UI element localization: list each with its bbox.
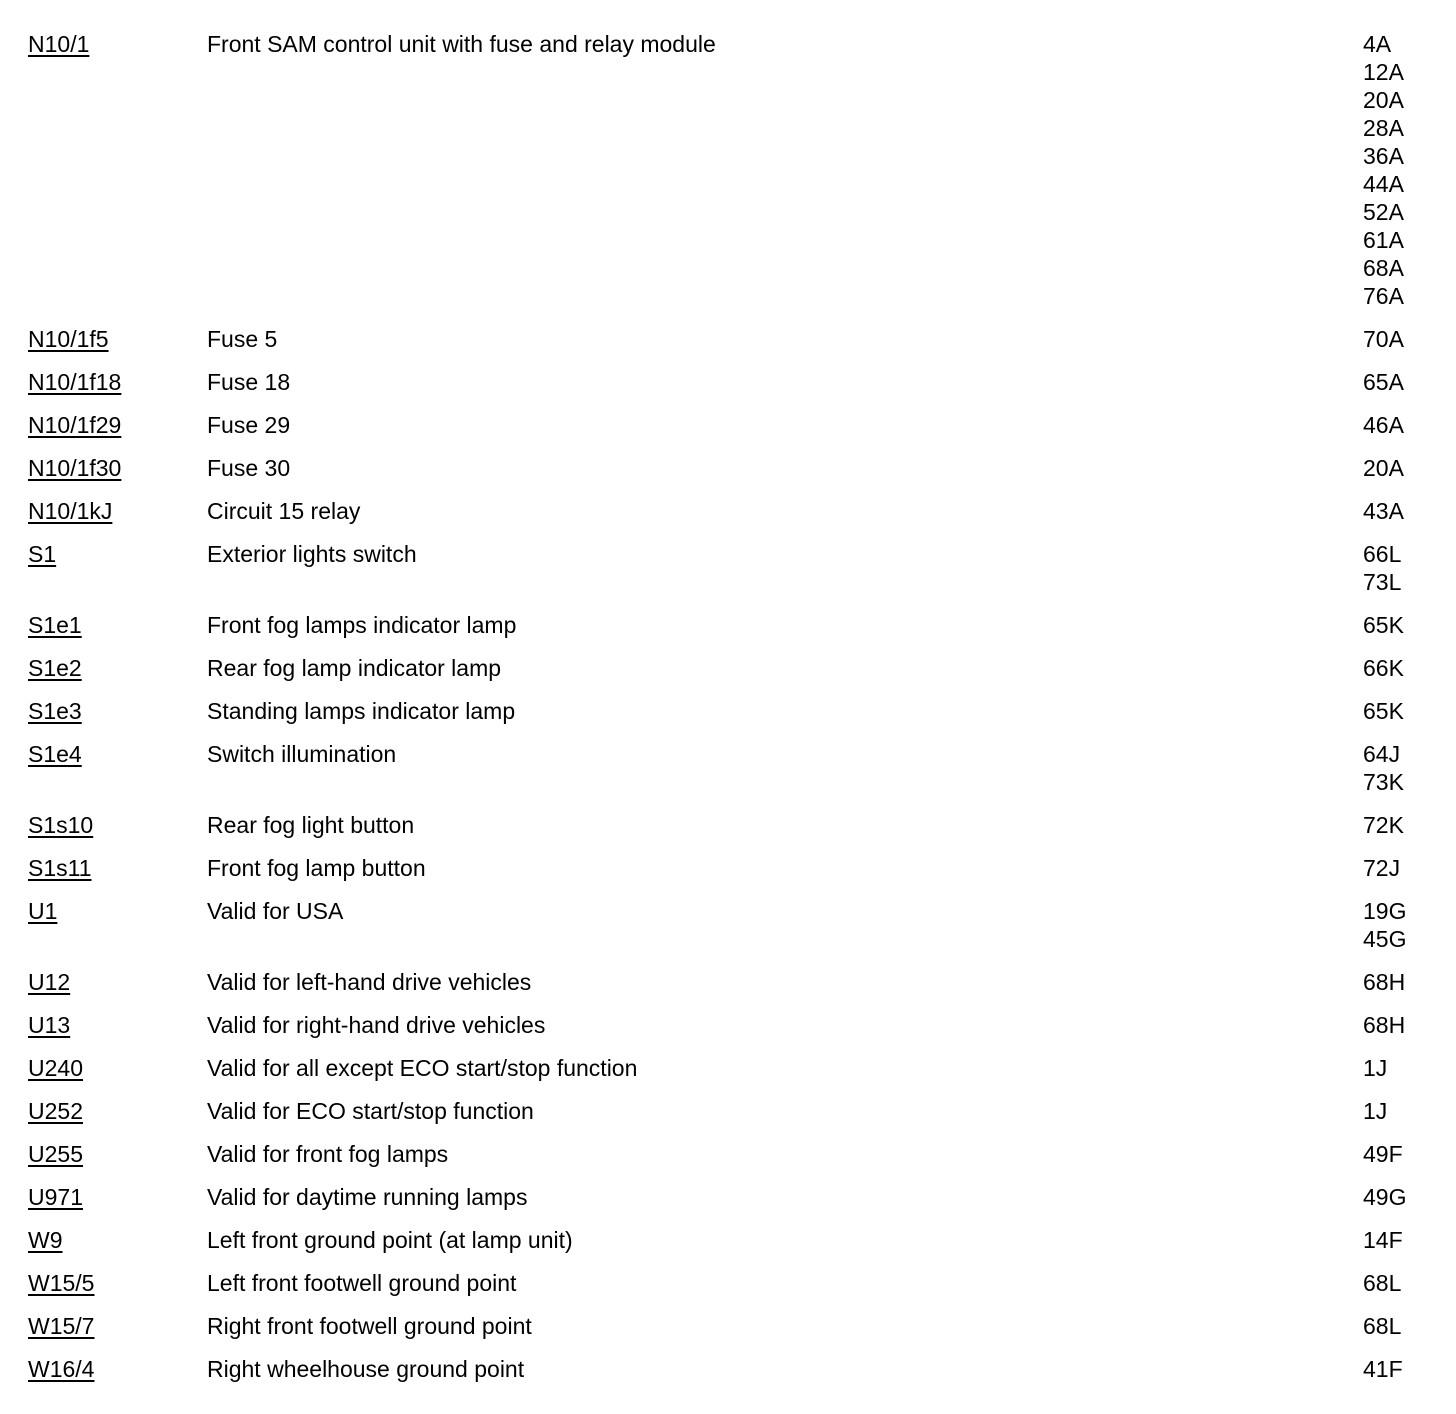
component-code-link[interactable]: N10/1 xyxy=(28,31,90,57)
grid-reference: 65A xyxy=(1363,369,1404,395)
grid-reference: 64J xyxy=(1363,741,1401,767)
component-code-link[interactable]: U255 xyxy=(28,1141,83,1167)
component-code-link[interactable]: W15/7 xyxy=(28,1313,95,1339)
grid-reference: 65K xyxy=(1363,612,1404,638)
grid-reference: 45G xyxy=(1363,926,1407,952)
grid-reference: 66K xyxy=(1363,655,1404,681)
grid-reference: 65K xyxy=(1363,698,1404,724)
grid-references xyxy=(1363,697,1404,725)
component-code-link[interactable]: U1 xyxy=(28,898,58,924)
component-description: Rear fog light button xyxy=(207,812,415,838)
grid-reference: 41F xyxy=(1363,1356,1403,1382)
component-code-link[interactable]: S1s10 xyxy=(28,812,94,838)
grid-references xyxy=(1363,325,1404,353)
grid-reference: 1J xyxy=(1363,1055,1388,1081)
grid-references xyxy=(1363,1011,1405,1039)
component-description: Valid for right-hand drive vehicles xyxy=(207,1012,546,1038)
component-code-link[interactable]: S1e2 xyxy=(28,655,82,681)
grid-reference: 4A xyxy=(1363,31,1392,57)
component-description: Valid for left-hand drive vehicles xyxy=(207,969,532,995)
grid-references xyxy=(1363,30,1404,310)
component-description: Valid for ECO start/stop function xyxy=(207,1098,534,1124)
grid-references xyxy=(1363,611,1404,639)
grid-references xyxy=(1363,1054,1387,1082)
component-description: Fuse 18 xyxy=(207,369,291,395)
grid-references xyxy=(1363,811,1404,839)
grid-reference: 20A xyxy=(1363,455,1404,481)
grid-reference: 76A xyxy=(1363,283,1404,309)
grid-reference: 20A xyxy=(1363,87,1404,113)
grid-reference: 36A xyxy=(1363,143,1404,169)
component-description: Valid for front fog lamps xyxy=(207,1141,449,1167)
grid-reference: 72J xyxy=(1363,855,1401,881)
grid-reference: 66L xyxy=(1363,541,1402,567)
grid-references xyxy=(1363,897,1406,953)
grid-reference: 12A xyxy=(1363,59,1404,85)
grid-references xyxy=(1363,1183,1406,1211)
component-code-link[interactable]: U252 xyxy=(28,1098,83,1124)
grid-references xyxy=(1363,411,1404,439)
component-description: Front SAM control unit with fuse and relay module xyxy=(207,31,716,57)
grid-references xyxy=(1363,1226,1403,1254)
component-description: Switch illumination xyxy=(207,741,397,767)
component-description: Valid for USA xyxy=(207,898,344,924)
component-code-link[interactable]: U971 xyxy=(28,1184,83,1210)
grid-reference: 43A xyxy=(1363,498,1404,524)
component-code-link[interactable]: N10/1f30 xyxy=(28,455,122,481)
grid-reference: 61A xyxy=(1363,227,1404,253)
grid-references xyxy=(1363,454,1404,482)
grid-reference: 68H xyxy=(1363,969,1406,995)
grid-reference: 73K xyxy=(1363,769,1404,795)
component-code-link[interactable]: N10/1f18 xyxy=(28,369,122,395)
grid-references xyxy=(1363,1140,1403,1168)
grid-references xyxy=(1363,854,1400,882)
grid-references xyxy=(1363,1355,1403,1383)
component-code-link[interactable]: U13 xyxy=(28,1012,71,1038)
component-description: Left front footwell ground point xyxy=(207,1270,517,1296)
component-description: Right front footwell ground point xyxy=(207,1313,532,1339)
grid-reference: 44A xyxy=(1363,171,1404,197)
component-description: Valid for daytime running lamps xyxy=(207,1184,528,1210)
component-description: Fuse 30 xyxy=(207,455,291,481)
grid-reference: 46A xyxy=(1363,412,1404,438)
component-description: Left front ground point (at lamp unit) xyxy=(207,1227,573,1253)
component-code-link[interactable]: S1e3 xyxy=(28,698,82,724)
component-description: Rear fog lamp indicator lamp xyxy=(207,655,502,681)
grid-reference: 52A xyxy=(1363,199,1404,225)
component-code-link[interactable]: W9 xyxy=(28,1227,63,1253)
component-description: Right wheelhouse ground point xyxy=(207,1356,525,1382)
grid-reference: 70A xyxy=(1363,326,1404,352)
grid-references xyxy=(1363,540,1401,596)
grid-references xyxy=(1363,1312,1401,1340)
grid-reference: 68H xyxy=(1363,1012,1406,1038)
component-description: Fuse 5 xyxy=(207,326,278,352)
grid-reference: 14F xyxy=(1363,1227,1403,1253)
component-code-link[interactable]: S1 xyxy=(28,541,57,567)
component-code-link[interactable]: U12 xyxy=(28,969,71,995)
component-description: Circuit 15 relay xyxy=(207,498,361,524)
grid-references xyxy=(1363,1269,1401,1297)
grid-references xyxy=(1363,497,1404,525)
grid-references xyxy=(1363,968,1405,996)
grid-reference: 1J xyxy=(1363,1098,1388,1124)
grid-reference: 28A xyxy=(1363,115,1404,141)
component-description: Fuse 29 xyxy=(207,412,291,438)
component-code-link[interactable]: S1e1 xyxy=(28,612,82,638)
grid-references xyxy=(1363,740,1404,796)
component-code-link[interactable]: S1e4 xyxy=(28,741,82,767)
grid-reference: 68L xyxy=(1363,1313,1402,1339)
component-code-link[interactable]: W16/4 xyxy=(28,1356,95,1382)
grid-reference: 68A xyxy=(1363,255,1404,281)
grid-reference: 72K xyxy=(1363,812,1404,838)
grid-references xyxy=(1363,368,1404,396)
grid-reference: 49F xyxy=(1363,1141,1403,1167)
component-code-link[interactable]: N10/1kJ xyxy=(28,498,113,524)
component-description: Standing lamps indicator lamp xyxy=(207,698,516,724)
component-code-link[interactable]: N10/1f29 xyxy=(28,412,122,438)
grid-reference: 73L xyxy=(1363,569,1402,595)
component-description: Valid for all except ECO start/stop function xyxy=(207,1055,638,1081)
grid-reference: 49G xyxy=(1363,1184,1407,1210)
grid-reference: 19G xyxy=(1363,898,1407,924)
component-description: Exterior lights switch xyxy=(207,541,417,567)
component-code-link[interactable]: S1s11 xyxy=(28,855,92,881)
grid-reference: 68L xyxy=(1363,1270,1402,1296)
grid-references xyxy=(1363,1097,1387,1125)
component-description: Front fog lamp button xyxy=(207,855,426,881)
component-code-link[interactable]: N10/1f5 xyxy=(28,326,109,352)
component-code-link[interactable]: W15/5 xyxy=(28,1270,95,1296)
component-code-link[interactable]: U240 xyxy=(28,1055,83,1081)
component-description: Front fog lamps indicator lamp xyxy=(207,612,517,638)
grid-references xyxy=(1363,654,1404,682)
